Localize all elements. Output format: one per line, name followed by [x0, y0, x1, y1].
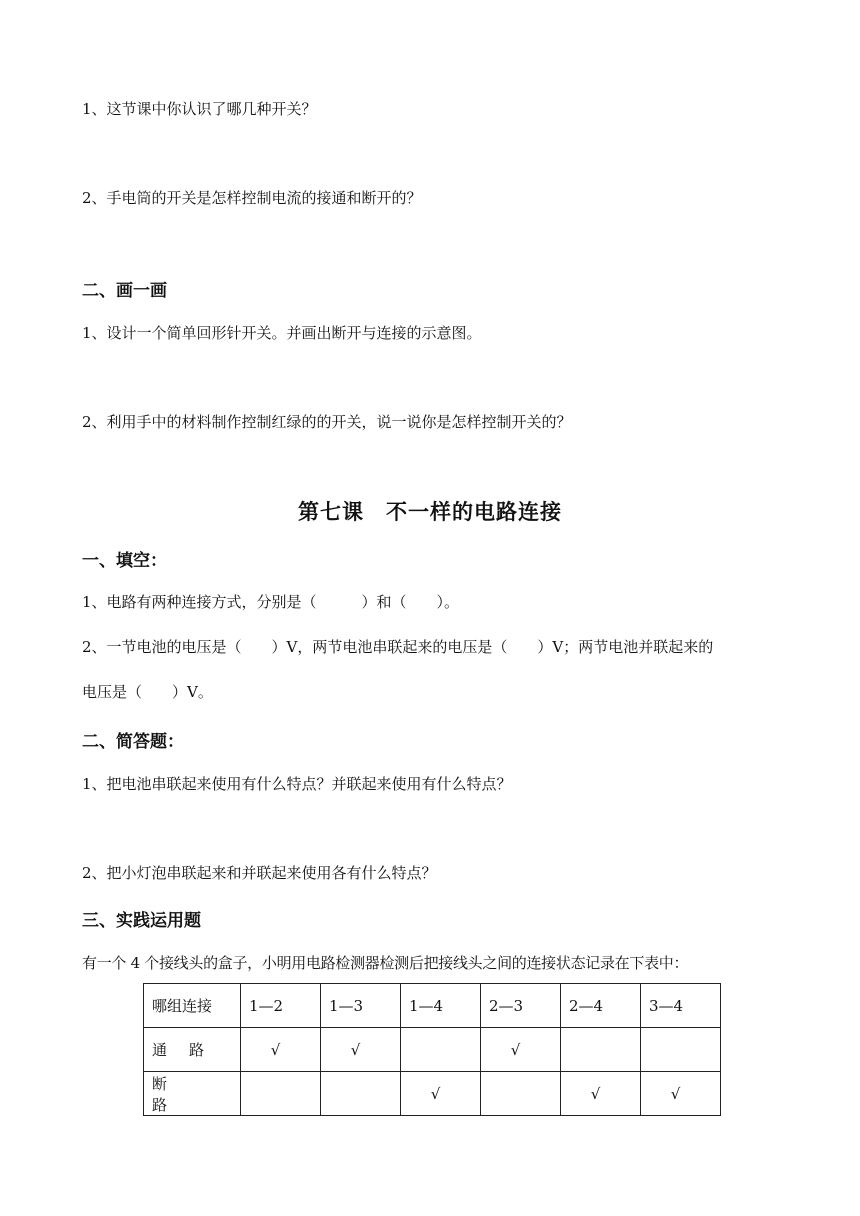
row-label-text: 断路	[152, 1074, 198, 1114]
practice-intro: 有一个 4 个接线头的盒子，小明用电路检测器检测后把接线头之间的连接状态记录在下表中：	[82, 954, 689, 972]
column-header: 1—3	[321, 984, 401, 1028]
connection-status-table	[143, 983, 721, 1116]
table-cell-mark: √	[481, 1028, 561, 1072]
table-cell-mark	[241, 1072, 321, 1116]
question-paperclip-switch: 1、设计一个简单回形针开关。并画出断开与连接的示意图。	[82, 324, 482, 342]
section-heading-draw: 二、画一画	[82, 281, 167, 301]
table-cell-mark	[641, 1028, 721, 1072]
table-cell-mark: √	[241, 1028, 321, 1072]
question-bulb-series-parallel: 2、把小灯泡串联起来和并联起来使用各有什么特点？	[82, 864, 437, 882]
column-header: 2—3	[481, 984, 561, 1028]
column-header: 2—4	[561, 984, 641, 1028]
question-battery-series-parallel: 1、把电池串联起来使用有什么特点？并联起来使用有什么特点？	[82, 775, 512, 793]
question-connection-types: 1、电路有两种连接方式，分别是（ ）和（ ）。	[82, 593, 460, 611]
row-label-closed-circuit	[144, 1028, 241, 1072]
column-header: 3—4	[641, 984, 721, 1028]
table-cell-mark: √	[561, 1072, 641, 1116]
table-cell-mark	[481, 1072, 561, 1116]
section-heading-fill: 一、填空：	[82, 551, 167, 571]
question-voltage-line1: 2、一节电池的电压是（ ）V，两节电池串联起来的电压是（ ）V；两节电池并联起来的	[82, 638, 714, 656]
column-header: 1—4	[401, 984, 481, 1028]
table-cell-mark	[321, 1072, 401, 1116]
table-cell-mark	[561, 1028, 641, 1072]
lesson-title: 第七课 不一样的电路连接	[298, 500, 562, 524]
table-header-row	[144, 984, 721, 1028]
table-row	[144, 1072, 721, 1116]
table-header-label: 哪组连接	[144, 984, 241, 1028]
column-header: 1—2	[241, 984, 321, 1028]
table-cell-mark: √	[321, 1028, 401, 1072]
row-label-text: 通路	[152, 1041, 227, 1059]
question-voltage-line2: 电压是（ ）V。	[82, 683, 213, 701]
section-heading-practice: 三、实践运用题	[82, 911, 201, 931]
question-switch-types: 1、这节课中你认识了哪几种开关？	[82, 100, 317, 118]
row-label-open-circuit	[144, 1072, 241, 1116]
question-red-green-switch: 2、利用手中的材料制作控制红绿的的开关，说一说你是怎样控制开关的？	[82, 413, 572, 431]
section-heading-short-answer: 二、简答题：	[82, 732, 184, 752]
table-cell-mark: √	[641, 1072, 721, 1116]
table-cell-mark: √	[401, 1072, 481, 1116]
question-flashlight-switch: 2、手电筒的开关是怎样控制电流的接通和断开的？	[82, 189, 422, 207]
table-row	[144, 1028, 721, 1072]
table-cell-mark	[401, 1028, 481, 1072]
